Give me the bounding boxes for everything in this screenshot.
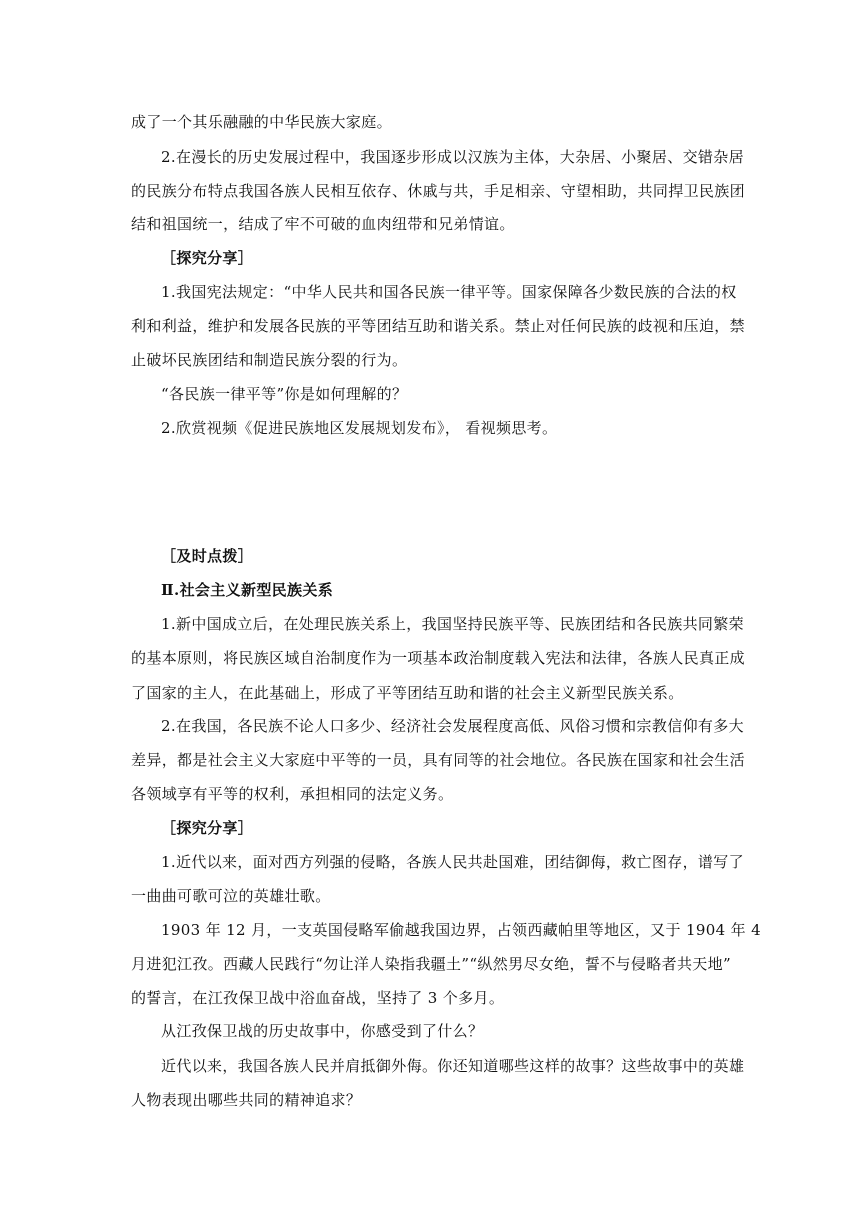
paragraph-line: 人物表现出哪些共同的精神追求？ [131,1091,362,1109]
section-heading: ［探究分享］ [161,249,254,267]
paragraph-line: 近代以来，我国各族人民并肩抵御外侮。你还知道哪些这样的故事？这些故事中的英雄 [161,1057,745,1075]
paragraph-line: 从江孜保卫战的历史故事中，你感受到了什么？ [161,1022,484,1040]
paragraph-line: 1.我国宪法规定：“中华人民共和国各民族一律平等。国家保障各少数民族的合法的权 [161,283,737,301]
paragraph-line: 的誓言，在江孜保卫战中浴血奋战，坚持了 3 个多月。 [131,989,505,1007]
paragraph-line: 的民族分布特点我国各族人民相互依存、休戚与共，手足相亲、守望相助，共同捍卫民族团 [131,182,746,200]
paragraph-line: 1.近代以来，面对西方列强的侵略，各族人民共赴国难，团结御侮，救亡图存，谱写了 [161,853,744,871]
paragraph-line: 结和祖国统一，结成了牢不可破的血肉纽带和兄弟情谊。 [131,215,515,233]
paragraph-line: 止破坏民族团结和制造民族分裂的行为。 [131,351,408,369]
paragraph-line: “各民族一律平等”你是如何理解的？ [161,385,408,403]
paragraph-line: 利和利益，维护和发展各民族的平等团结互助和谐关系。禁止对任何民族的歧视和压迫，禁 [131,317,746,335]
paragraph-line: 了国家的主人，在此基础上，形成了平等团结互助和谐的社会主义新型民族关系。 [131,684,684,702]
paragraph-line: 成了一个其乐融融的中华民族大家庭。 [131,113,392,131]
paragraph-line: 2.在漫长的历史发展过程中，我国逐步形成以汉族为主体，大杂居、小聚居、交错杂居 [161,148,744,166]
paragraph-line: 各领域享有平等的权利，承担相同的法定义务。 [131,785,454,803]
paragraph-line: 的基本原则，将民族区域自治制度作为一项基本政治制度载入宪法和法律，各族人民真正成 [131,649,746,667]
paragraph-line: 2.欣赏视频《促进民族地区发展规划发布》， 看视频思考。 [161,419,558,437]
paragraph-line: 一曲曲可歌可泣的英雄壮歌。 [131,887,331,905]
paragraph-line: 1903 年 12 月，一支英国侵略军偷越我国边界，占领西藏帕里等地区，又于 1904 年 4 [161,921,762,939]
paragraph-line: 差异，都是社会主义大家庭中平等的一员，具有同等的社会地位。各民族在国家和社会生活 [131,751,746,769]
section-title: Ⅱ.社会主义新型民族关系 [161,581,334,599]
paragraph-line: 1.新中国成立后，在处理民族关系上，我国坚持民族平等、民族团结和各民族共同繁荣 [161,615,744,633]
section-heading: ［及时点拨］ [161,547,254,565]
paragraph-line: 2.在我国，各民族不论人口多少、经济社会发展程度高低、风俗习惯和宗教信仰有多大 [161,717,744,735]
paragraph-line: 月进犯江孜。西藏人民践行“勿让洋人染指我疆土”“纵然男尽女绝，誓不与侵略者共天地” [131,955,732,973]
section-heading: ［探究分享］ [161,819,254,837]
